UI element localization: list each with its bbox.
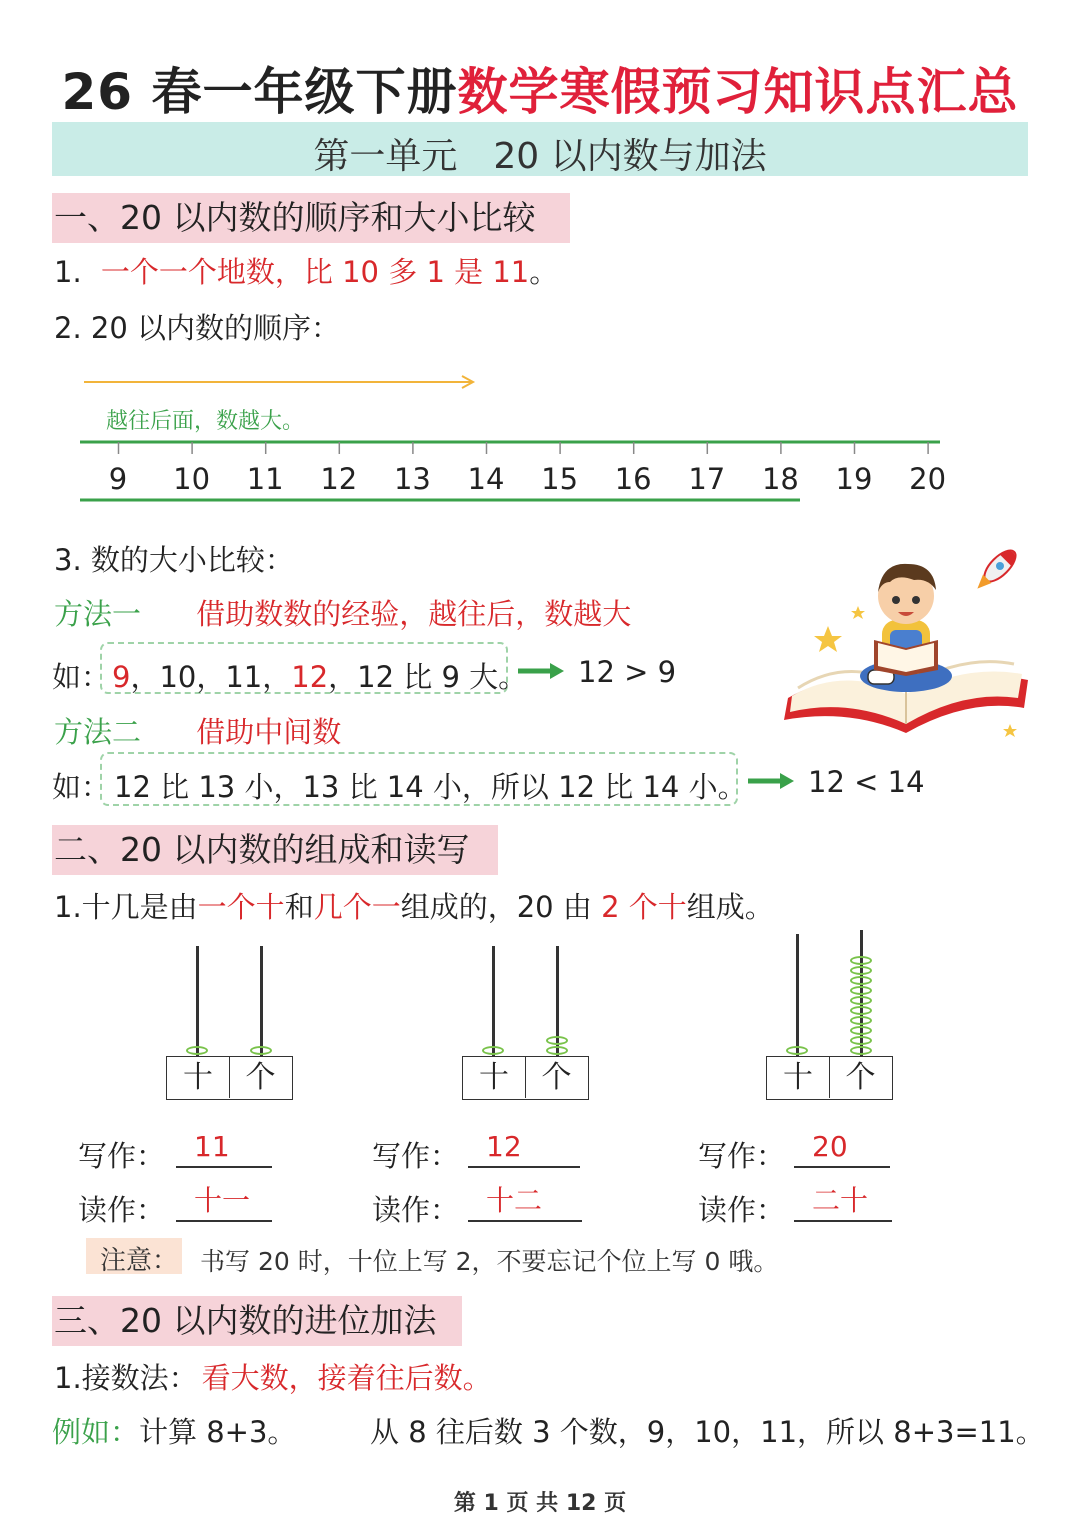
- ones-bead: [850, 1036, 872, 1045]
- number-label: 14: [467, 462, 505, 496]
- tens-bead: [786, 1046, 808, 1055]
- example2-result: 12 < 14: [808, 765, 925, 799]
- read-answer-1: 十一: [176, 1182, 272, 1222]
- write-answer-1: 11: [176, 1128, 272, 1168]
- read-label-3: 读作：: [698, 1193, 786, 1227]
- tens-label: 十: [783, 1060, 813, 1095]
- ones-bead: [850, 986, 872, 995]
- example1-result: 12 > 9: [578, 655, 677, 689]
- page-title: [0, 52, 1080, 124]
- ones-label: 个: [525, 1057, 587, 1098]
- number-label: 10: [173, 462, 211, 496]
- tens-bead: [186, 1046, 208, 1055]
- title-part2: 数学寒假预习知识点汇总: [457, 63, 1019, 121]
- ones-bead: [850, 966, 872, 975]
- section1-item2: 2. 20 以内数的顺序：: [54, 311, 341, 345]
- tens-bead: [482, 1046, 504, 1055]
- number-label: 20: [909, 462, 947, 496]
- write-answer-3: 20: [794, 1128, 890, 1168]
- tens-rod: [492, 946, 495, 1056]
- note-text: 书写 20 时，十位上写 2，不要忘记个位上写 0 哦。: [200, 1247, 779, 1276]
- ones-bead: [546, 1036, 568, 1045]
- ones-bead: [850, 1026, 872, 1035]
- number-label: 12: [320, 462, 358, 496]
- read-label-2: 读作：: [372, 1193, 460, 1227]
- tens-label: 十: [479, 1060, 509, 1095]
- section3-heading: 三、20 以内数的进位加法: [52, 1296, 462, 1346]
- section1-heading: 一、20 以内数的顺序和大小比较: [52, 193, 570, 243]
- write-label-3: 写作：: [698, 1139, 786, 1173]
- unit-title: 第一单元 20 以内数与加法: [313, 136, 767, 177]
- write-label-2: 写作：: [372, 1139, 460, 1173]
- section2-heading: 二、20 以内数的组成和读写: [52, 825, 498, 875]
- number-label: 13: [393, 462, 431, 496]
- ones-bead: [850, 996, 872, 1005]
- ones-bead: [850, 1016, 872, 1025]
- page-footer: 第 1 页 共 12 页: [453, 1491, 627, 1516]
- number-label: 19: [835, 462, 873, 496]
- number-label: 18: [761, 462, 799, 496]
- section3-item1: 1.接数法： 看大数，接着往后数。: [54, 1361, 492, 1395]
- section2-item1: 1.十几是由一个十和几个一组成的，20 由 2 个十组成。: [54, 890, 774, 924]
- ones-label: 个: [829, 1057, 891, 1098]
- read-label-1: 读作：: [78, 1193, 166, 1227]
- place-value-box: [462, 1056, 589, 1100]
- tens-rod: [196, 946, 199, 1056]
- order-arrow: [80, 372, 480, 392]
- ones-bead: [546, 1046, 568, 1055]
- write-label-1: 写作：: [78, 1139, 166, 1173]
- abacus-20: [766, 930, 896, 1104]
- number-label: 17: [688, 462, 726, 496]
- example1-arrow-icon: [516, 660, 566, 682]
- ones-rod: [260, 946, 263, 1056]
- method1: 方法一 借助数数的经验，越往后，数越大: [54, 597, 632, 631]
- abacus-11: [166, 942, 296, 1104]
- example2-prefix: 如：: [52, 770, 111, 804]
- number-label: 15: [541, 462, 579, 496]
- example1-text: 9，10，11，12，12 比 9 大。: [112, 660, 528, 694]
- read-answer-2: 十二: [468, 1182, 582, 1222]
- method2: 方法二 借助中间数: [54, 715, 342, 749]
- ones-bead: [850, 956, 872, 965]
- number-label: 16: [614, 462, 652, 496]
- abacus-12: [462, 942, 592, 1104]
- example2-text: 12 比 13 小，13 比 14 小，所以 12 比 14 小。: [114, 770, 747, 804]
- title-part1: 26 春一年级下册: [61, 63, 458, 121]
- note-label: 注意：: [100, 1246, 179, 1276]
- ones-bead: [850, 976, 872, 985]
- example1-prefix: 如：: [52, 660, 111, 694]
- place-value-box: [766, 1056, 893, 1100]
- section1-item1: 1. 一个一个地数，比 10 多 1 是 11。: [54, 255, 559, 289]
- example2-arrow-icon: [746, 770, 796, 792]
- section1-item3: 3. 数的大小比较：: [54, 543, 294, 577]
- boy-reading-illustration: [778, 548, 1034, 758]
- number-label: 11: [246, 462, 284, 496]
- arrow-note: 越往后面，数越大。: [106, 409, 305, 434]
- section3-example-text: 从 8 往后数 3 个数，9，10，11，所以 8+3=11。: [370, 1415, 1045, 1449]
- section3-example: 例如：计算 8+3。: [52, 1415, 297, 1449]
- write-answer-2: 12: [468, 1128, 580, 1168]
- number-label: 9: [108, 462, 128, 496]
- tens-rod: [796, 934, 799, 1056]
- ones-bead: [250, 1046, 272, 1055]
- tens-label: 十: [183, 1060, 213, 1095]
- ones-bead: [850, 1046, 872, 1055]
- read-answer-3: 二十: [794, 1182, 892, 1222]
- ones-bead: [850, 1006, 872, 1015]
- ones-label: 个: [229, 1057, 291, 1098]
- place-value-box: [166, 1056, 293, 1100]
